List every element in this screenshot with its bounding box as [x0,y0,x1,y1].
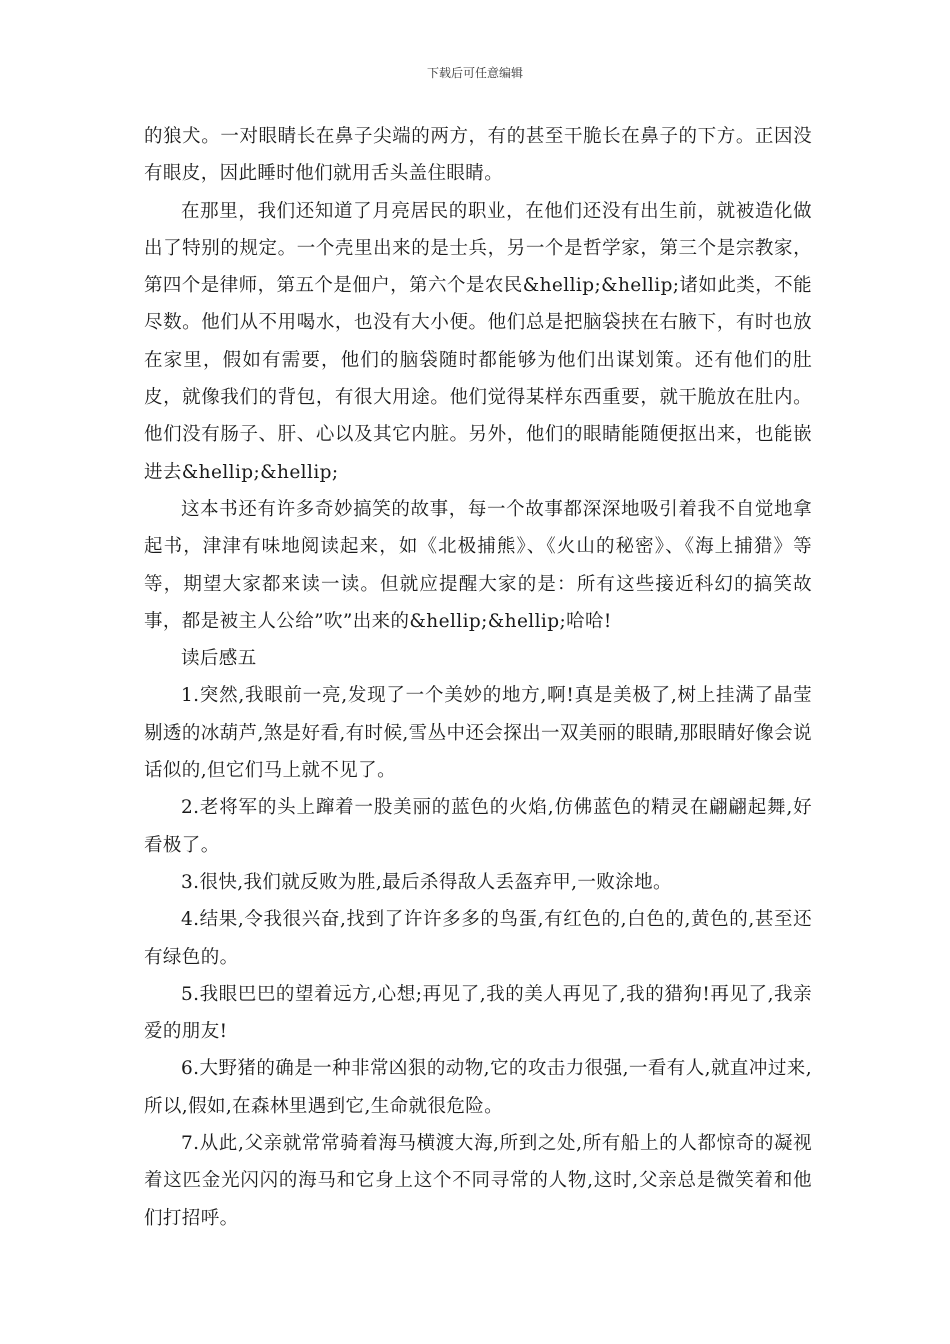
list-item: 3.很快,我们就反败为胜,最后杀得敌人丢盔弃甲,一败涂地。 [181,871,672,893]
document-body [144,118,812,1237]
page-header: 下载后可任意编辑 [426,66,523,80]
list-item: 4.结果,令我很兴奋,找到了许许多多的鸟蛋,有红色的,白色的,黄色的,甚至还有绿色的。 [144,909,812,968]
list-item: 2.老将军的头上蹿着一股美丽的蓝色的火焰,仿佛蓝色的精灵在翩翩起舞,好看极了。 [144,797,812,856]
list-item: 7.从此,父亲就常常骑着海马横渡大海,所到之处,所有船上的人都惊奇的凝视着这匹金光闪闪的海马和它身上这个不同寻常的人物,这时,父亲总是微笑着和他们打招呼。 [144,1133,812,1229]
paragraph: 的狼犬。一对眼睛长在鼻子尖端的两方，有的甚至干脆长在鼻子的下方。正因没有眼皮，因此睡时他们就用舌头盖住眼睛。 [144,126,812,185]
list-item: 5.我眼巴巴的望着远方,心想;再见了,我的美人再见了,我的猎狗!再见了,我亲爱的朋友! [144,983,812,1043]
paragraph: 这本书还有许多奇妙搞笑的故事，每一个故事都深深地吸引着我不自觉地拿起书，津津有味地阅读起来，如《北极捕熊》、《火山的秘密》、《海上捕猎》等等，期望大家都来读一读。但就应提醒大家的是：所有这些接近科幻的搞笑故事，都是被主人公给”吹”出来的&hellip;&hellip;哈哈! [144,498,812,632]
list-item: 1.突然,我眼前一亮,发现了一个美妙的地方,啊!真是美极了,树上挂满了晶莹剔透的冰葫芦,煞是好看,有时候,雪丛中还会探出一双美丽的眼睛,那眼睛好像会说话似的,但它们马上就不见了。 [144,685,812,782]
section-heading: 读后感五 [181,648,257,670]
paragraph: 在那里，我们还知道了月亮居民的职业，在他们还没有出生前，就被造化做出了特别的规定。一个壳里出来的是士兵，另一个是哲学家，第三个是宗教家，第四个是律师，第五个是佃户，第六个是农民&hellip;&hellip;诸如此类，不能尽数。他们从不用喝水，也没有大小便。他们总是把脑袋挟在右腋下，有时也放在家里，假如有需要，他们的脑袋随时都能够为他们出谋划策。还有他们的肚皮，就像我们的背包，有很大用途。他们觉得某样东西重要，就干脆放在肚内。他们没有肠子、肝、心以及其它内脏。另外，他们的眼睛能随便抠出来，也能嵌进去&hellip;&hellip; [144,200,812,483]
list-item: 6.大野猪的确是一种非常凶狠的动物,它的攻击力很强,一看有人,就直冲过来,所以,假如,在森林里遇到它,生命就很危险。 [144,1058,812,1117]
